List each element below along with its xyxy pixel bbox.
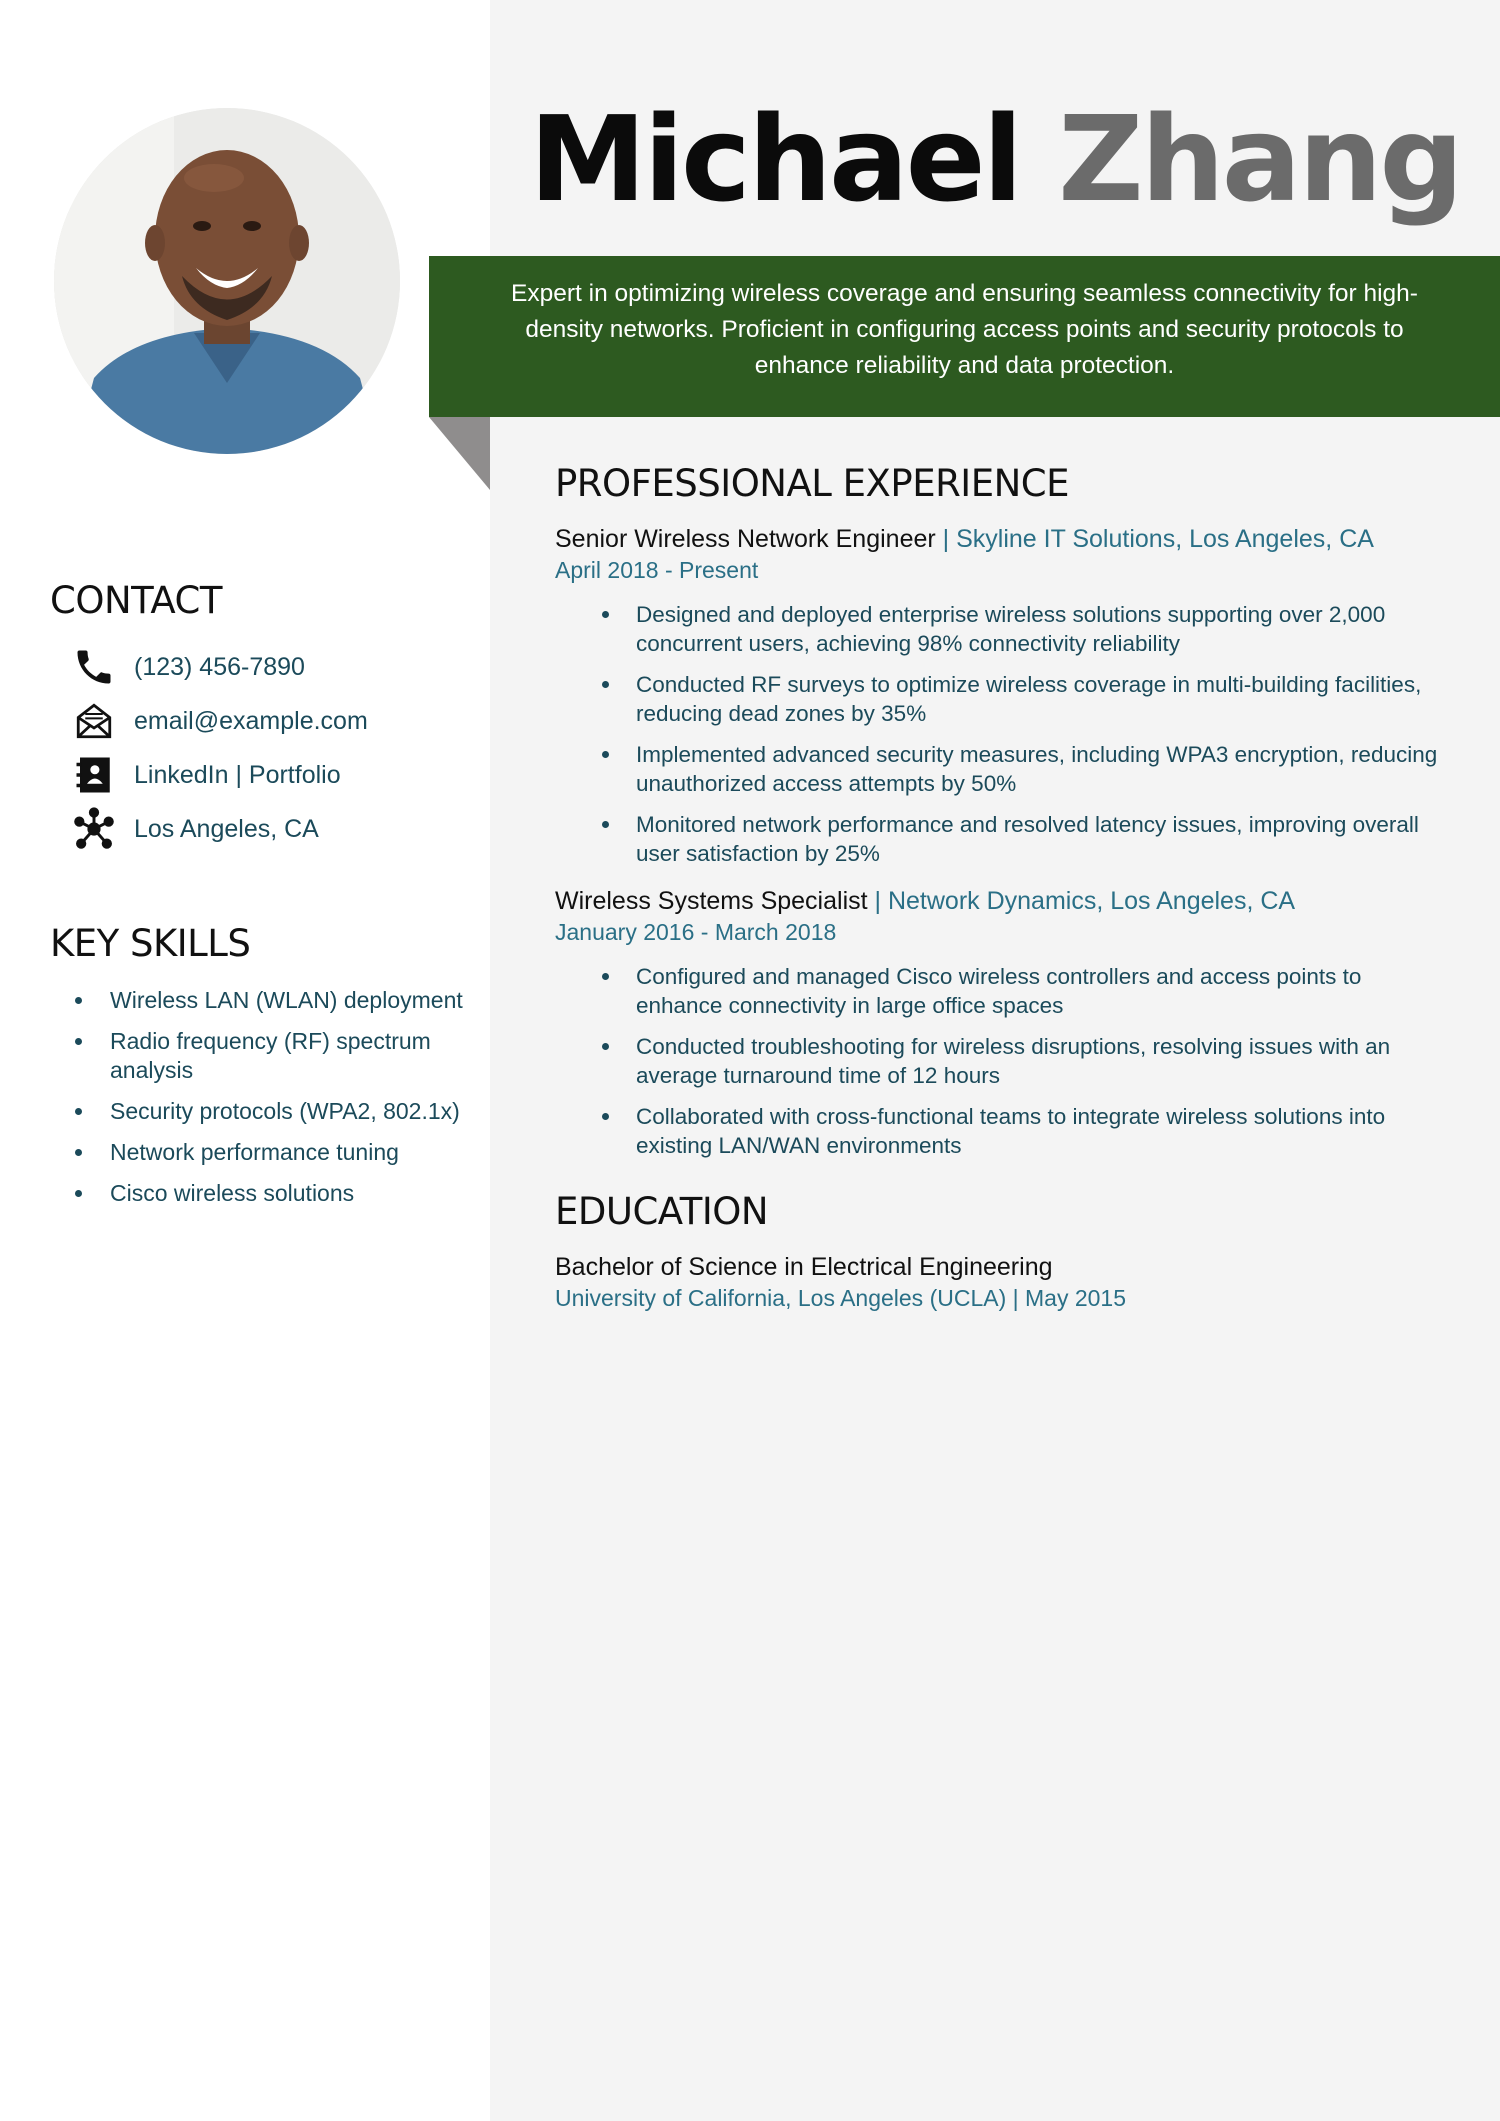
list-item: Security protocols (WPA2, 802.1x) <box>70 1097 470 1126</box>
candidate-name <box>490 90 1500 228</box>
education-school: University of California, Los Angeles (UCLA) | May 2015 <box>555 1285 1127 1311</box>
location-text: Los Angeles, CA <box>134 814 319 843</box>
list-item: Conducted troubleshooting for wireless disruptions, resolving issues with an average turnaround time of 12 hours <box>555 1032 1450 1090</box>
first-name: Michael <box>529 90 1021 228</box>
email-text: email@example.com <box>134 706 368 735</box>
envelope-icon <box>70 697 118 745</box>
list-item: Conducted RF surveys to optimize wireless coverage in multi-building facilities, reducing dead zones by 35% <box>555 670 1450 728</box>
education-degree: Bachelor of Science in Electrical Engineering <box>555 1253 1053 1281</box>
list-item: Monitored network performance and resolved latency issues, improving overall user satisfaction by 25% <box>555 810 1450 868</box>
job-1-heading <box>555 524 1374 554</box>
list-item: Radio frequency (RF) spectrum analysis <box>70 1027 470 1085</box>
job-company: | Network Dynamics, Los Angeles, CA <box>874 887 1296 915</box>
list-item: Cisco wireless solutions <box>70 1179 470 1208</box>
experience-heading: PROFESSIONAL EXPERIENCE <box>555 462 1069 505</box>
job-title: Wireless Systems Specialist <box>555 887 868 915</box>
summary-banner <box>429 256 1500 417</box>
contact-location[interactable] <box>70 802 368 856</box>
network-node-icon <box>70 805 118 853</box>
job-dates: January 2016 - March 2018 <box>555 919 837 945</box>
last-name: Zhang <box>1058 90 1461 228</box>
job-2-bullets <box>555 962 1450 1172</box>
avatar <box>54 108 400 454</box>
contact-heading: CONTACT <box>50 579 222 622</box>
list-item: Designed and deployed enterprise wireless solutions supporting over 2,000 concurrent users, achieving 98% connectivity reliability <box>555 600 1450 658</box>
links-text: LinkedIn | Portfolio <box>134 760 341 789</box>
contact-phone[interactable] <box>70 640 368 694</box>
contact-card-icon <box>70 751 118 799</box>
list-item: Implemented advanced security measures, including WPA3 encryption, reducing unauthorized access attempts by 50% <box>555 740 1450 798</box>
job-company: | Skyline IT Solutions, Los Angeles, CA <box>942 525 1374 553</box>
list-item: Network performance tuning <box>70 1138 470 1167</box>
phone-icon <box>70 643 118 691</box>
education-heading: EDUCATION <box>555 1190 769 1233</box>
list-item: Collaborated with cross-functional teams to integrate wireless solutions into existing LAN/WAN environments <box>555 1102 1450 1160</box>
summary-text: Expert in optimizing wireless coverage and ensuring seamless connectivity for high-density networks. Proficient in configuring access points and security protocols to enhance reliability and data protection. <box>511 280 1418 379</box>
contact-links[interactable] <box>70 748 368 802</box>
contact-email[interactable] <box>70 694 368 748</box>
skills-heading: KEY SKILLS <box>50 922 251 965</box>
list-item: Configured and managed Cisco wireless controllers and access points to enhance connectivity in large office spaces <box>555 962 1450 1020</box>
skills-list <box>70 986 470 1220</box>
job-title: Senior Wireless Network Engineer <box>555 525 936 553</box>
job-dates: April 2018 - Present <box>555 557 759 583</box>
phone-text: (123) 456-7890 <box>134 652 305 681</box>
contact-list <box>70 640 368 856</box>
banner-fold-shape <box>429 417 490 490</box>
list-item: Wireless LAN (WLAN) deployment <box>70 986 470 1015</box>
profile-photo <box>54 108 400 454</box>
job-2-heading <box>555 886 1295 916</box>
job-1-bullets <box>555 600 1450 880</box>
